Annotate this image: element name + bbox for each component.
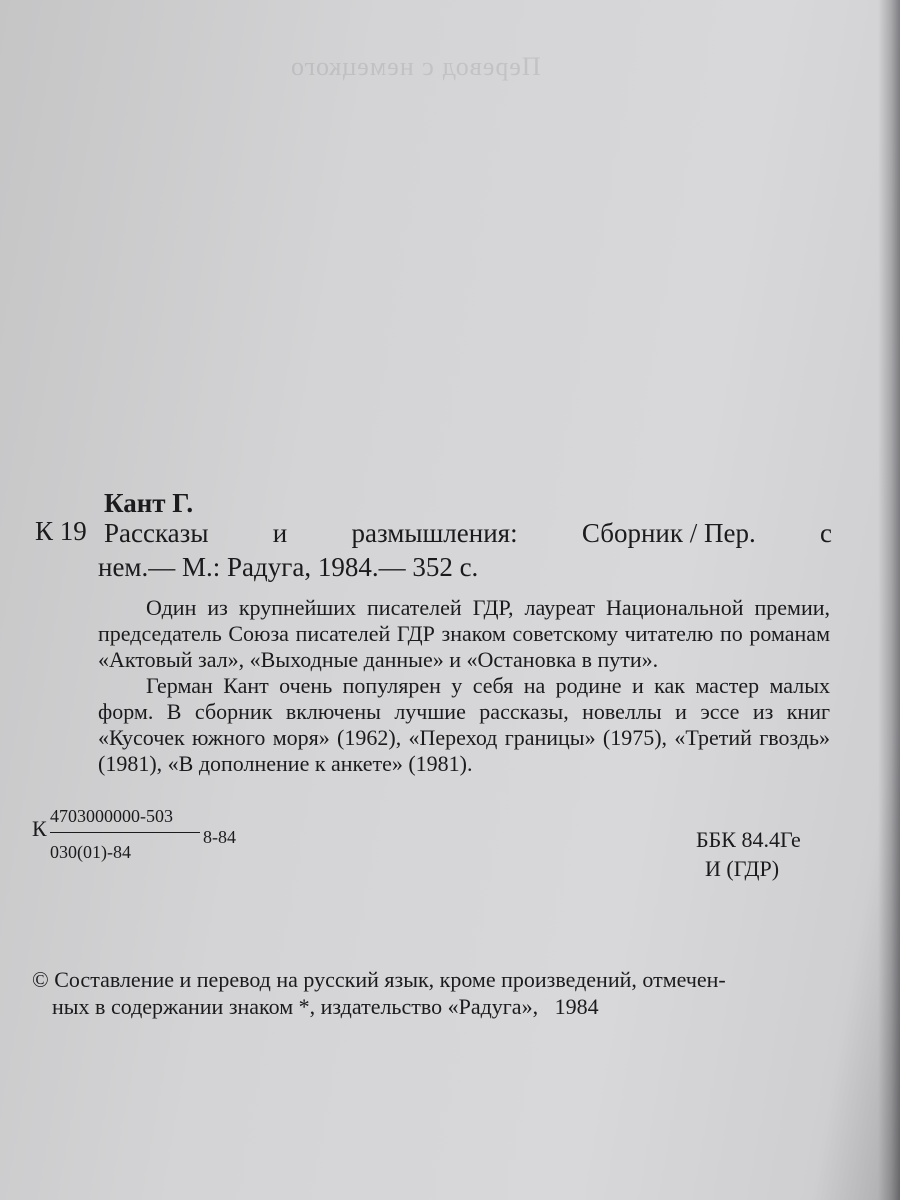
index-letter: К <box>32 816 47 841</box>
annotation-paragraph: Один из крупнейших писателей ГДР, лауреат Национальной премии, председатель Союза писателей ГДР знаком советскому читателю по романам «Актовый зал», «Выходные данные» и «Остановка в пути». <box>98 595 830 672</box>
copyright-notice <box>32 966 832 1020</box>
copyright-line-2-text: ных в содержании знаком *, издательство «Радуга», <box>52 994 539 1019</box>
annotation <box>98 595 830 777</box>
catalog-code: К 19 <box>35 516 87 546</box>
copyright-year: 1984 <box>554 994 599 1019</box>
index-suffix: 8-84 <box>203 827 236 847</box>
author-name: Кант Г. <box>104 488 194 518</box>
bleed-through-text: Перевод с немецкого <box>290 52 541 81</box>
title-word: Рассказы <box>104 518 209 548</box>
annotation-paragraph: Герман Кант очень популярен у себя на родине и как мастер малых форм. В сборник включены лучшие рассказы, новеллы и эссе из книг «Кусочек южного моря» (1962), «Переход границы» (1975), «Третий гвоздь» (1981), «В дополнение к анкете» (1981). <box>98 673 830 776</box>
index-numerator: 4703000000-503 <box>50 806 173 826</box>
index-denominator: 030(01)-84 <box>50 842 131 862</box>
bbk-code: ББК 84.4Ге <box>696 827 801 852</box>
index-fraction-rule <box>50 832 200 833</box>
title-line-2: нем.— М.: Радуга, 1984.— 352 с. <box>98 552 479 582</box>
bbk-country: И (ГДР) <box>705 856 780 881</box>
title-word: Сборник / Пер. <box>581 518 756 548</box>
title-word: с <box>820 518 832 548</box>
title-word: и <box>272 518 288 548</box>
copyright-line-1: © Составление и перевод на русский язык, кроме произведений, отмечен- <box>32 967 726 992</box>
bibliographic-title <box>98 516 832 582</box>
title-line-1 <box>104 516 832 550</box>
copyright-line-2 <box>32 993 832 1020</box>
title-word: размышления: <box>351 518 518 548</box>
page-edge-shadow <box>878 0 900 1200</box>
